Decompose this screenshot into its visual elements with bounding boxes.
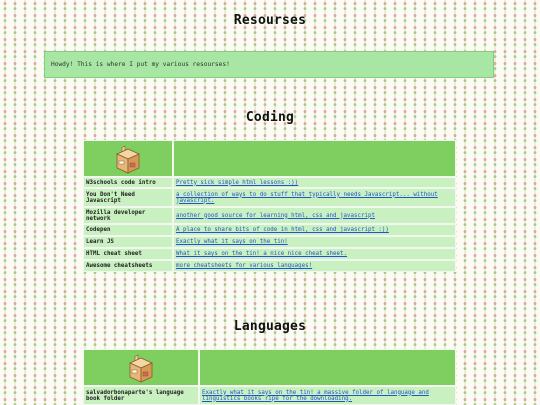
resource-link[interactable]: a collection of ways to do stuff that typically needs Javascript... without javascript. <box>176 191 438 204</box>
resource-name: W3schools code intro <box>83 177 173 188</box>
resource-link[interactable]: another good source for learning html, css and javascript <box>176 212 375 219</box>
table-row <box>83 188 456 207</box>
table-row <box>83 386 456 405</box>
table-header-cell <box>199 349 456 386</box>
resource-name: HTML cheat sheet <box>83 248 173 260</box>
resource-link[interactable]: more cheatsheets for various languages! <box>176 263 313 269</box>
table-header-icon-cell <box>83 349 199 386</box>
resource-name: Mozilla developer network <box>83 207 173 224</box>
languages-table <box>83 349 456 405</box>
table-row <box>83 236 456 248</box>
table-row <box>83 248 456 260</box>
section-heading-coding: Coding <box>245 110 295 125</box>
table-header-cell <box>173 140 456 177</box>
table-row <box>83 207 456 224</box>
resource-name: Awesome cheatsheets <box>83 260 173 272</box>
section-heading-languages: Languages <box>233 319 307 334</box>
resource-name: salvadorbonaparte's language book folder <box>83 386 199 405</box>
table-header-icon-cell <box>83 140 173 177</box>
page-title: Resourses <box>233 13 307 28</box>
cardboard-box-icon <box>86 144 170 174</box>
table-row <box>83 260 456 272</box>
resource-name: Learn JS <box>83 236 173 248</box>
coding-table <box>83 140 456 272</box>
resource-name: You Don't Need Javascript <box>83 188 173 207</box>
intro-banner <box>44 51 494 78</box>
resource-name: Codepen <box>83 224 173 236</box>
table-row <box>83 224 456 236</box>
resource-link[interactable]: Exactly what it says on the tin! a massive folder of language and linguistics books ripe for the downloading. <box>202 389 429 402</box>
resource-link[interactable]: Pretty sick simple html lessons :)) <box>176 179 299 186</box>
cardboard-box-icon <box>86 353 196 383</box>
resource-link[interactable]: Exactly what it says on the tin! <box>176 239 288 245</box>
resource-link[interactable]: What it says on the tin! a nice nice cheat sheet. <box>176 251 348 257</box>
resource-link[interactable]: A place to share bits of code in html, css and javascript :)) <box>176 227 389 233</box>
table-row <box>83 177 456 188</box>
intro-text: Howdy! This is where I put my various resourses! <box>51 61 230 68</box>
